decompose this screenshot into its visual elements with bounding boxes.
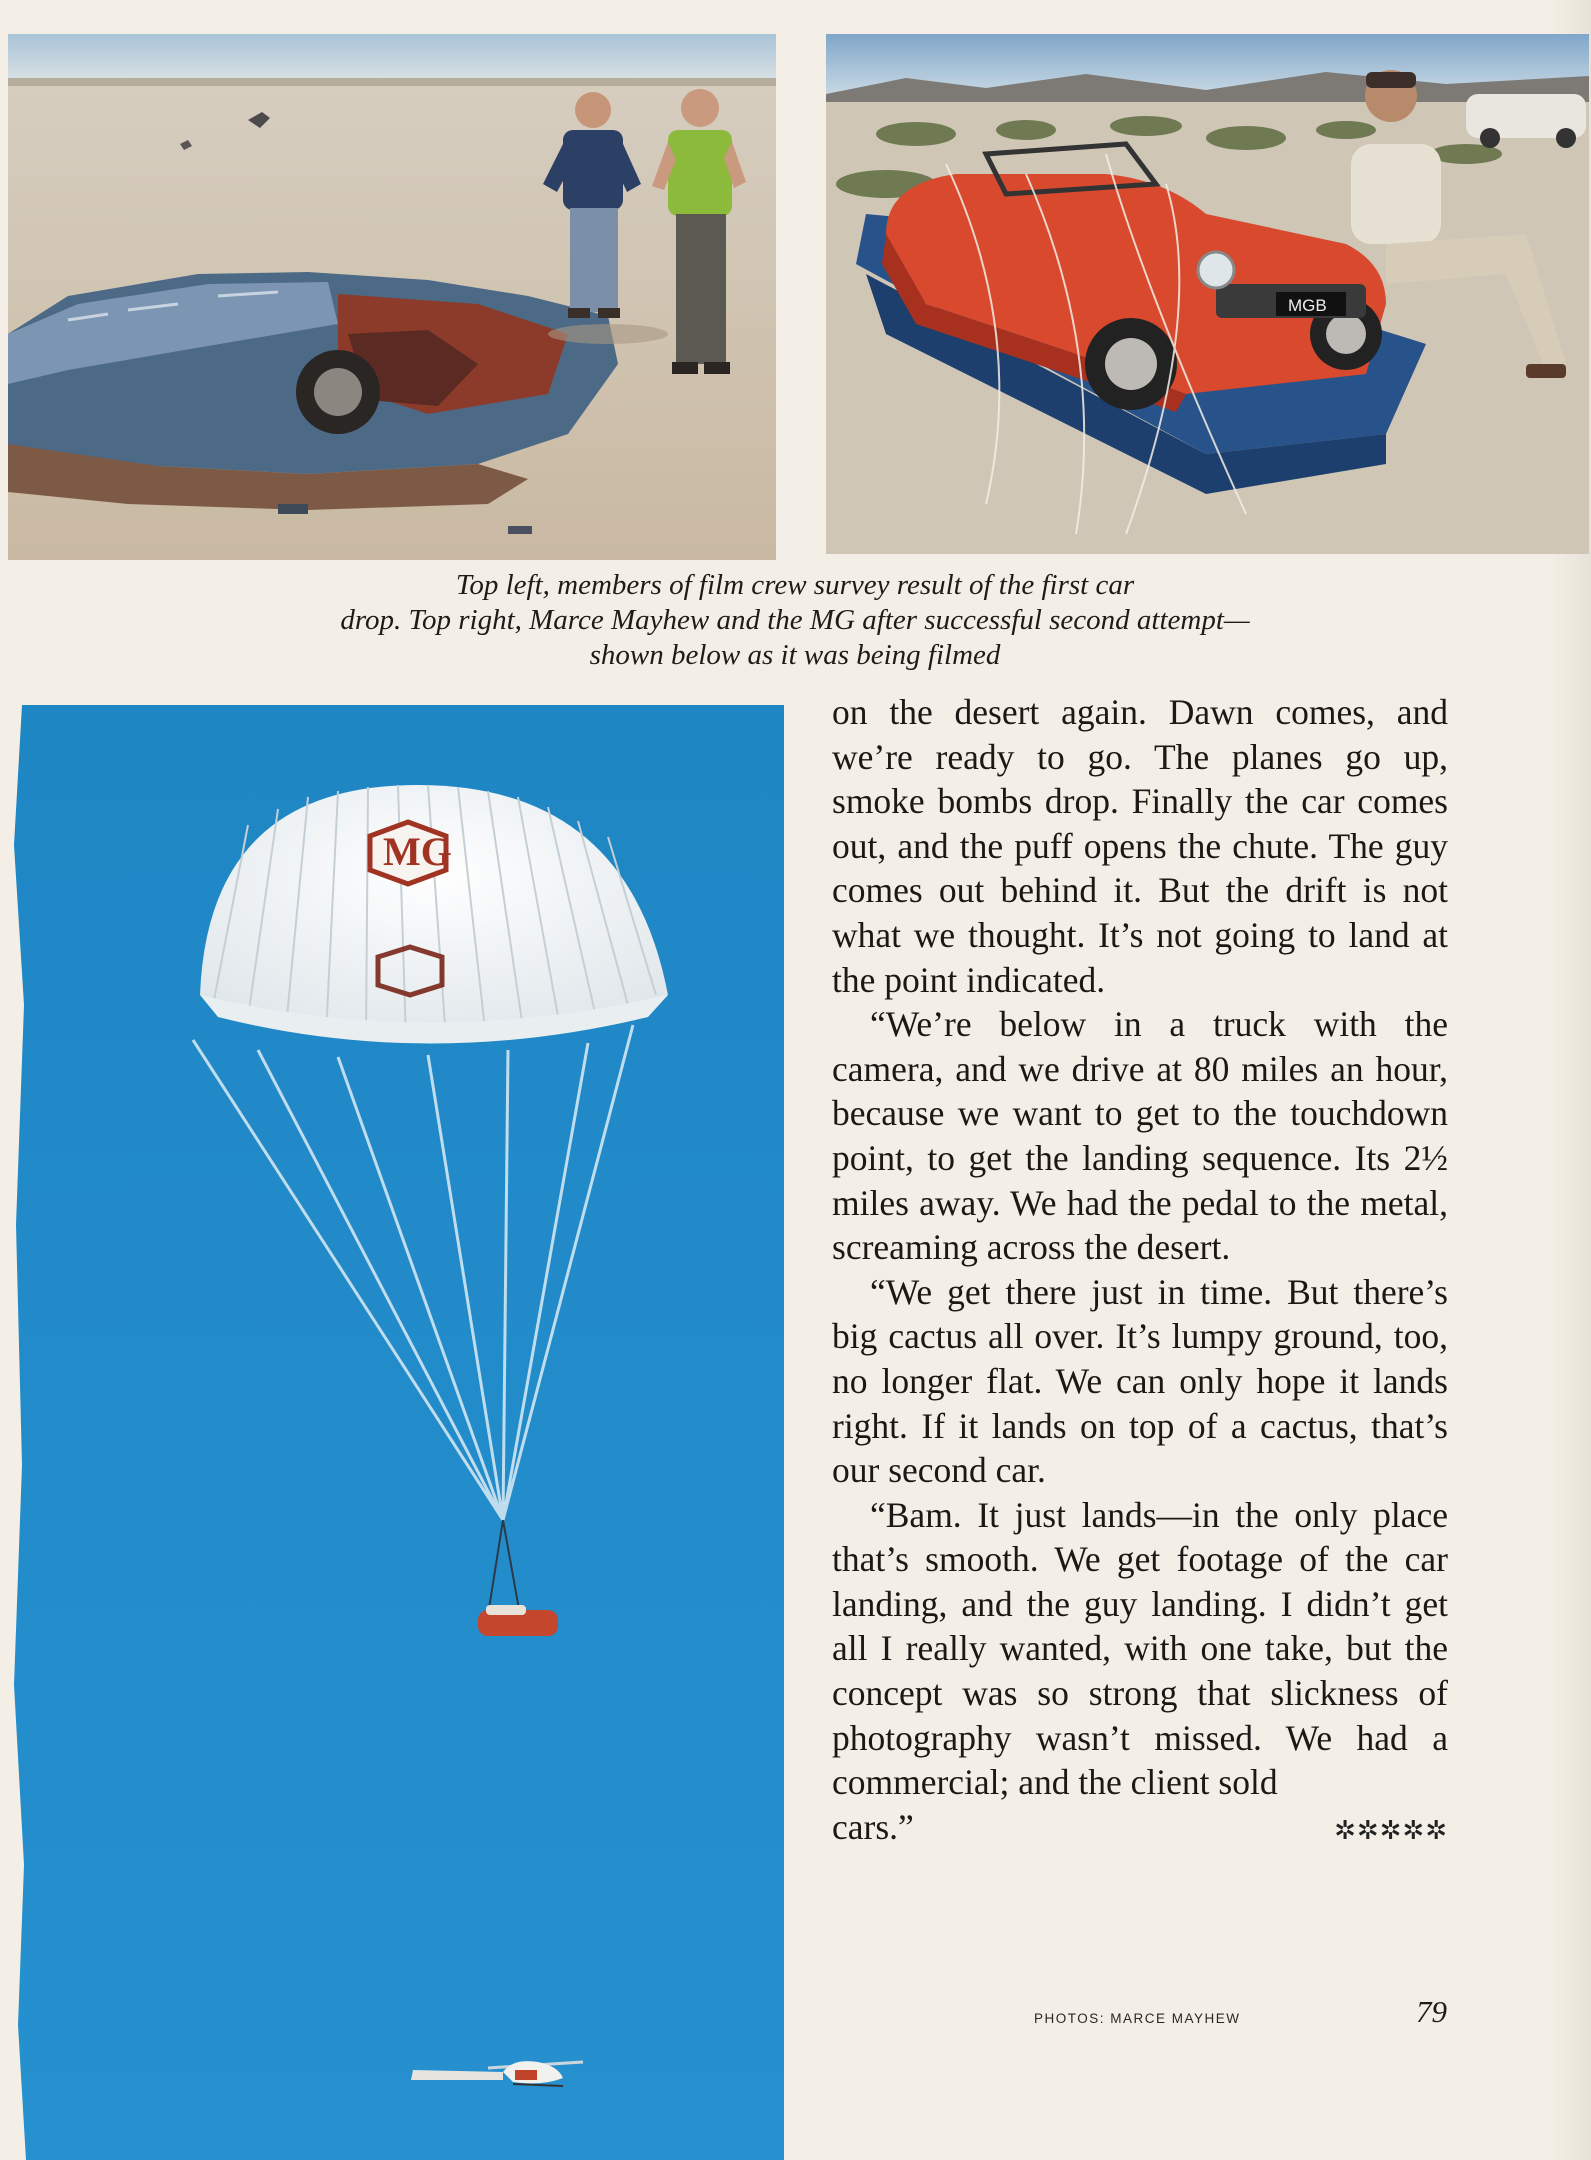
article-column bbox=[832, 690, 1448, 1853]
article-final-word: cars.” bbox=[832, 1806, 914, 1847]
photo-credit: PHOTOS: MARCE MAYHEW bbox=[1034, 2011, 1241, 2026]
end-mark: ✲✲✲✲✲ bbox=[1334, 1815, 1448, 1846]
wrecked-car-photo bbox=[8, 34, 776, 560]
parachute-drop-photo bbox=[8, 705, 784, 2160]
caption-line-1: Top left, members of film crew survey result of the first car bbox=[455, 569, 1135, 601]
article-paragraph-2: “We’re below in a truck with the camera, and we drive at 80 miles an hour, because we want to get to the touchdown point, to get the landing sequence. Its 2½ miles away. We had the pedal to the metal, screaming across the desert. bbox=[832, 1004, 1448, 1268]
article-end-line bbox=[832, 1805, 1448, 1854]
article-paragraph-3: “We get there just in time. But there’s big cactus all over. It’s lumpy ground, too, no longer flat. We can only hope it lands right. If it lands on top of a cactus, that’s our second car. bbox=[832, 1271, 1448, 1491]
mg-car-photo bbox=[826, 34, 1589, 554]
article-paragraph-1: on the desert again. Dawn comes, and we’re ready to go. The planes go up, smoke bombs drop. Finally the car comes out, and the puff opens the chute. The guy comes out behind it. But the drift is not what we thought. It’s not going to land at the point indicated. bbox=[832, 692, 1448, 1000]
svg-text:MG: MG bbox=[383, 829, 452, 874]
license-plate: MGB bbox=[1288, 296, 1327, 315]
article-paragraph-4: “Bam. It just lands—in the only place that’s smooth. We get footage of the car landing, and the guy landing. I didn’t get all I really wanted, with one take, but the concept was so strong that slickness of photography wasn’t missed. We had a commercial; and the client sold bbox=[832, 1494, 1448, 1803]
mg-logo bbox=[370, 822, 452, 884]
caption-line-2: drop. Top right, Marce Mayhew and the MG after successful second attempt— bbox=[340, 604, 1250, 636]
page-number: 79 bbox=[1416, 1994, 1447, 2029]
photo-caption bbox=[200, 568, 1390, 673]
caption-line-3: shown below as it was being filmed bbox=[589, 639, 1001, 671]
